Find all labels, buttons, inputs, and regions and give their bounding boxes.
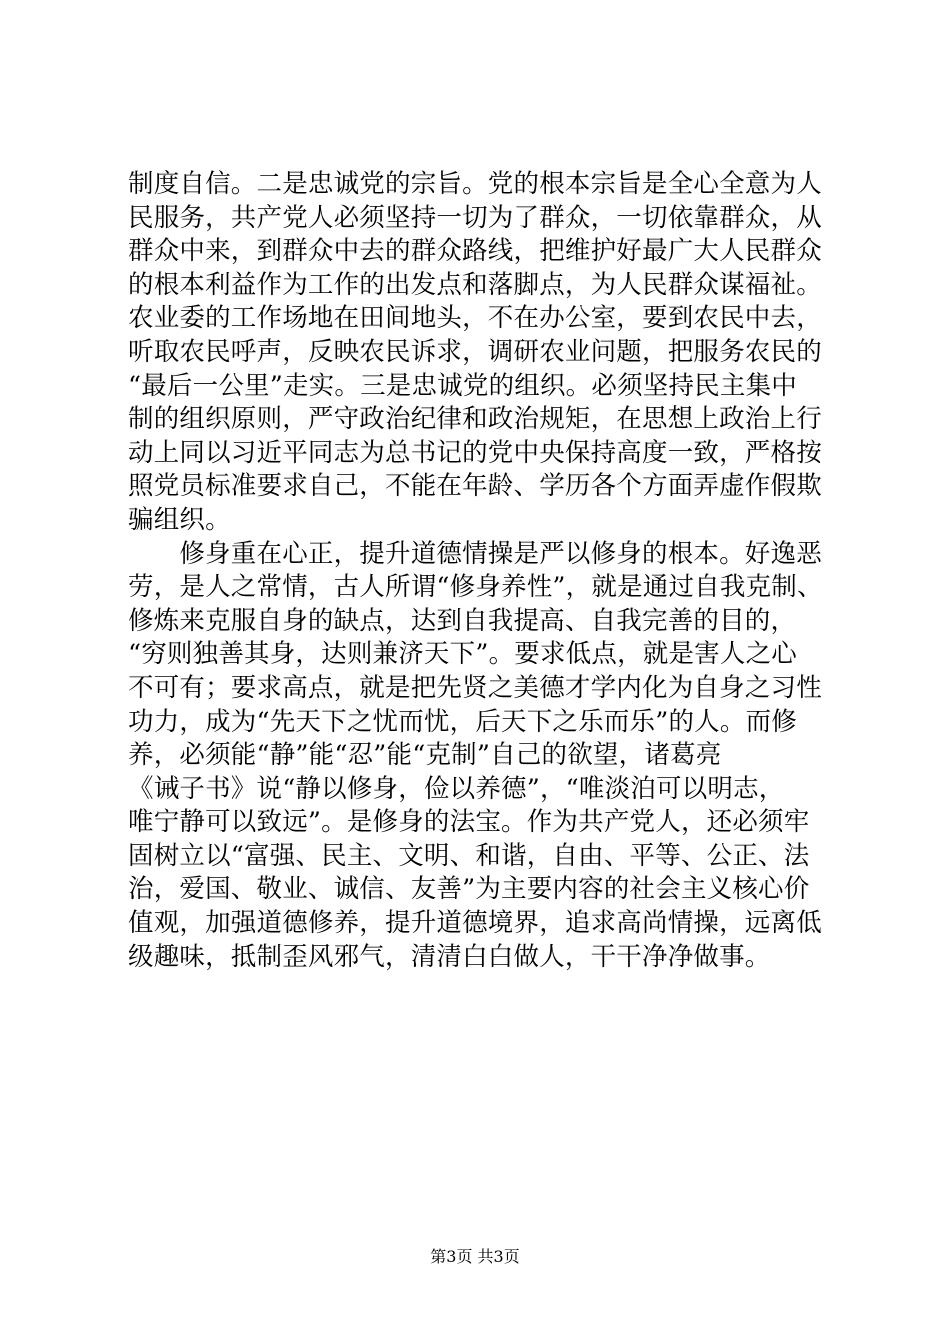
text-line: 《诫子书》说“静以修身，俭以养德”，“唯淡泊可以明志， bbox=[128, 773, 785, 804]
text-line: “穷则独善其身，达则兼济天下”。要求低点，就是害人之心 bbox=[128, 639, 797, 670]
text-line: 制的组织原则，严守政治纪律和政治规矩，在思想上政治上行 bbox=[128, 404, 822, 435]
text-line: 群众中来，到群众中去的群众路线，把维护好最广大人民群众 bbox=[128, 236, 822, 267]
text-line: 修炼来克服自身的缺点，达到自我提高、自我完善的目的， bbox=[128, 605, 797, 636]
text-line: 不可有；要求高点，就是把先贤之美德才学内化为自身之习性 bbox=[128, 672, 822, 703]
text-line: 养，必须能“静”能“忍”能“克制”自己的欲望，诸葛亮 bbox=[128, 740, 722, 771]
text-line: 级趣味，抵制歪风邪气，清清白白做人，干干净净做事。 bbox=[128, 941, 771, 972]
page-number-label: 第3页 共3页 bbox=[430, 1247, 520, 1266]
text-line: 农业委的工作场地在田间地头，不在办公室，要到农民中去， bbox=[128, 303, 822, 334]
text-line: 修身重在心正，提升道德情操是严以修身的根本。好逸恶 bbox=[128, 538, 822, 569]
text-line: 唯宁静可以致远”。是修身的法宝。作为共产党人，还必须牢 bbox=[128, 807, 810, 838]
text-line: 劳，是人之常情，古人所谓“修身养性”，就是通过自我克制、 bbox=[128, 572, 823, 603]
body-text bbox=[128, 168, 840, 974]
page-footer bbox=[0, 1247, 950, 1267]
text-line: 的根本利益作为工作的出发点和落脚点，为人民群众谋福祉。 bbox=[128, 269, 822, 300]
text-line: 功力，成为“先天下之忧而忧，后天下之乐而乐”的人。而修 bbox=[128, 706, 797, 737]
text-line: 制度自信。二是忠诚党的宗旨。党的根本宗旨是全心全意为人 bbox=[128, 169, 822, 199]
text-line: “最后一公里”走实。三是忠诚党的组织。必须坚持民主集中 bbox=[128, 370, 797, 401]
text-line: 值观，加强道德修养，提升道德境界，追求高尚情操，远离低 bbox=[128, 908, 822, 939]
text-line: 治，爱国、敬业、诚信、友善”为主要内容的社会主义核心价 bbox=[128, 874, 810, 905]
text-line: 固树立以“富强、民主、文明、和谐，自由、平等、公正、法 bbox=[128, 840, 810, 871]
text-line: 民服务，共产党人必须坚持一切为了群众，一切依靠群众，从 bbox=[128, 202, 822, 233]
text-line: 照党员标准要求自己，不能在年龄、学历各个方面弄虚作假欺 bbox=[128, 471, 822, 502]
text-line: 动上同以习近平同志为总书记的党中央保持高度一致，严格按 bbox=[128, 437, 822, 468]
text-line: 听取农民呼声，反映农民诉求，调研农业问题，把服务农民的 bbox=[128, 336, 822, 367]
text-line: 骗组织。 bbox=[128, 504, 231, 535]
